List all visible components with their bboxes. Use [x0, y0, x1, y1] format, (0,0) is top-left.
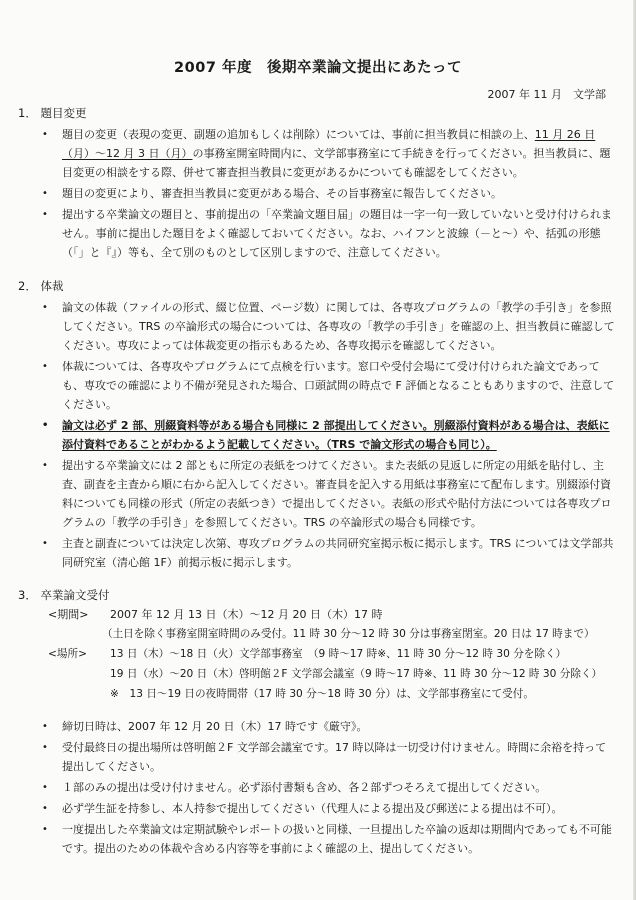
date-department: 2007 年 11 月 文学部: [487, 88, 606, 101]
period-label: <期間>: [48, 608, 89, 621]
place-row: [48, 645, 566, 664]
list-item: [42, 125, 617, 182]
list-item-text: 題目の変更（表現の変更、副題の追加もしくは削除）については、事前に担当教員に相談の上、: [62, 128, 535, 141]
place-value-2: 19 日（水）～20 日（木）啓明館２F 文学部会議室（9 時～17 時※、11 時 30 分～12 時 30 分除く）: [110, 668, 603, 680]
section-format-list: [42, 298, 617, 572]
list-item-emphasis: • 論文は必ず 2 部、別綴資料等がある場合も同様に 2 部提出してください。別綴添付資料がある場合は、表紙に添付資料であることがわかるよう記載してください。（TRS で論文形式の場合も同じ）。: [42, 416, 617, 454]
section-title-change-list: [42, 125, 617, 262]
list-item: • 提出する卒業論文には 2 部ともに所定の表紙をつけてください。また表紙の見返しに所定の用紙を貼付し、主査、副査を主査から順に右から記入してください。審査員を記入する用紙は事務室にて配布します。別綴添付資料についても同様の形式（所定の表紙つき）で提出してください。表紙の形式や貼付方法については各専攻プログラムの「教学の手引き」を参照してください。TRS の卒論形式の場合も同様です。: [42, 456, 617, 532]
period-value: 2007 年 12 月 13 日（木）～12 月 20 日（木）17 時: [110, 608, 383, 621]
list-item: • １部のみの提出は受け付けません。必ず添付書類も含め、各２部ずつそろえて提出してください。: [42, 778, 617, 797]
section-heading-format: 2． 体裁: [18, 279, 64, 293]
list-item: • 題目の変更により、審査担当教員に変更がある場合、その旨事務室に報告してください。: [42, 184, 617, 203]
period-note: （土日を除く事務室開室時間のみ受付。11 時 30 分～12 時 30 分は事務室閉室。20 日は 17 時まで）: [102, 628, 595, 640]
list-item-text: の事務室開室時間内に、文学部事務室にて手続きを行ってください。担当教員に、題目変更の相談をする際、併せて審査担当教員に変更があるかについても確認をしてください。: [62, 147, 611, 179]
deadline-underlined: 11 月 26 日（月）～12 月 3 日（月）: [62, 128, 596, 160]
period-row: [48, 605, 382, 624]
list-item: • 受付最終日の提出場所は啓明館２F 文学部会議室です。17 時以降は一切受け付けません。時間に余裕を持って提出してください。: [42, 738, 617, 776]
list-item: • 一度提出した卒業論文は定期試験やレポートの扱いと同様、一旦提出した卒論の返却は期間内であっても不可能です。提出のための体裁や含める内容等を事前によく確認の上、提出してください。: [42, 820, 617, 858]
place-label: <場所>: [48, 648, 87, 660]
list-item: • 体裁については、各専攻やプログラムにて点検を行います。窓口や受付会場にて受け付けられた論文であっても、専攻での確認により不備が発見された場合、口頭試問の時点で F 評価となることもありますので、注意してください。: [42, 357, 617, 414]
place-value-1: 13 日（木）～18 日（火）文学部事務室 （9 時～17 時※、11 時 30 分～12 時 30 分を除く）: [110, 648, 567, 660]
section-acceptance-list: [42, 717, 617, 858]
section-heading-title-change: 1． 題目変更: [18, 106, 87, 120]
list-item: • 締切日時は、2007 年 12 月 20 日（木）17 時です《厳守》。: [42, 717, 617, 736]
place-note: ※ 13 日～19 日の夜時間帯（17 時 30 分～18 時 30 分）は、文学部事務室にて受付。: [110, 688, 534, 700]
section-heading-acceptance: 3． 卒業論文受付: [18, 588, 110, 602]
list-item: • 提出する卒業論文の題目と、事前提出の「卒業論文題目届」の題目は一字一句一致していないと受け付けられません。事前に提出した題目をよく確認しておいてください。なお、ハイフンと波線（－と～）や、括弧の形態（「」と『』）等も、全て別のものとして区別しますので、注意してください。: [42, 205, 617, 262]
list-item: • 必ず学生証を持参し、本人持参で提出してください（代理人による提出及び郵送による提出は不可）。: [42, 799, 617, 818]
list-item: • 主査と副査については決定し次第、専攻プログラムの共同研究室掲示板に掲示します。TRS については文学部共同研究室（清心館 1F）前掲示板に掲示します。: [42, 534, 617, 572]
list-item: • 論文の体裁（ファイルの形式、綴じ位置、ページ数）に関しては、各専攻プログラムの「教学の手引き」を参照してください。TRS の卒論形式の場合については、各専攻の「教学の手引き」を確認の上、担当教員に確認してください。専攻によっては体裁変更の指示もあるため、各専攻掲示を確認してください。: [42, 298, 617, 355]
page-title: 2007 年度 後期卒業論文提出にあたって: [174, 60, 462, 76]
